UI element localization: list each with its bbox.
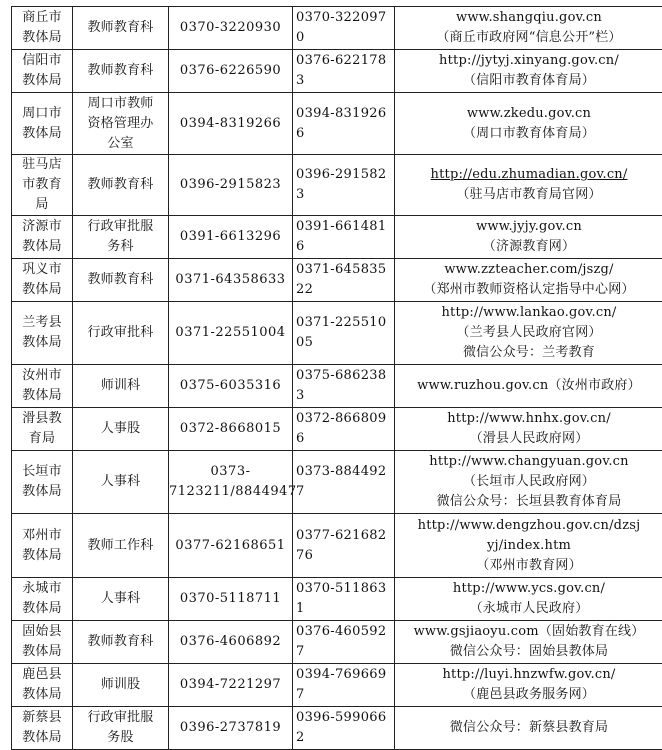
department-cell-text: 教师工作科	[73, 536, 168, 556]
phone-cell-text: 0376-6226590	[169, 61, 292, 81]
department-cell-text: 教师教育科	[73, 270, 168, 290]
agency-cell	[12, 451, 73, 514]
contact-line: （邓州市教育网）	[395, 556, 662, 576]
agency-cell-text: 商丘市教体局	[12, 8, 72, 48]
phone-cell	[169, 408, 293, 451]
phone-cell-text: 0371-22551004	[169, 323, 292, 343]
website-link[interactable]: http://jytyj.xinyang.gov.cn/	[395, 51, 662, 71]
phone-cell-text: 0375-6035316	[169, 376, 292, 396]
department-cell	[73, 578, 169, 621]
phone-cell	[169, 155, 293, 216]
website-link[interactable]: http://www.changyuan.gov.cn	[395, 452, 662, 472]
contact-line: （鹿邑县政务服务网）	[395, 685, 662, 705]
table-row	[12, 621, 662, 664]
contact-line: （郑州市教师资格认定指导中心网）	[395, 280, 662, 300]
agency-cell-text: 新蔡县教体局	[12, 708, 72, 748]
contact-line: （长垣市人民政府网）	[395, 472, 662, 492]
fax-cell-text: 0373-8844927	[296, 462, 391, 502]
department-cell	[73, 93, 169, 155]
department-cell	[73, 408, 169, 451]
website-link[interactable]: www.ruzhou.gov.cn（汝州市政府）	[395, 376, 662, 396]
contact-line: 微信公众号：固始县教体局	[395, 642, 662, 662]
contact-cell	[395, 621, 662, 664]
phone-cell-text: 0396-2737819	[169, 718, 292, 738]
phone-cell-text: 0376-4606892	[169, 632, 292, 652]
department-cell-text: 师训科	[73, 376, 168, 396]
table-row	[12, 216, 662, 259]
department-cell-text: 教师教育科	[73, 18, 168, 38]
department-cell-text: 人事科	[73, 589, 168, 609]
agency-cell-text: 济源市教体局	[12, 217, 72, 257]
fax-cell-text: 0371-64583522	[296, 260, 391, 300]
agency-cell	[12, 216, 73, 259]
website-link[interactable]: www.shangqiu.gov.cn	[395, 8, 662, 28]
agency-cell-text: 固始县教体局	[12, 622, 72, 662]
fax-cell	[293, 365, 395, 408]
agency-cell-text: 驻马店市教育局	[12, 155, 72, 215]
agency-cell	[12, 707, 73, 750]
agency-cell	[12, 514, 73, 578]
fax-cell	[293, 664, 395, 707]
department-cell-text: 周口市教师资格管理办公室	[73, 94, 168, 154]
phone-cell	[169, 365, 293, 408]
phone-cell-text: 0370-5118711	[169, 589, 292, 609]
phone-cell-text: 0394-8319266	[169, 114, 292, 134]
department-cell-text: 教师教育科	[73, 632, 168, 652]
website-link[interactable]: http://www.hnhx.gov.cn/	[395, 409, 662, 429]
department-cell	[73, 365, 169, 408]
agency-cell	[12, 259, 73, 302]
department-cell	[73, 451, 169, 514]
fax-cell	[293, 216, 395, 259]
agency-cell	[12, 664, 73, 707]
agency-cell-text: 长垣市教体局	[12, 462, 72, 502]
fax-cell-text: 0371-22551005	[296, 313, 391, 353]
fax-cell-text: 0396-2915823	[296, 165, 391, 205]
department-cell	[73, 664, 169, 707]
agency-cell-text: 滑县教育局	[12, 409, 72, 449]
table-row	[12, 514, 662, 578]
contact-line: （兰考县人民政府官网）	[395, 323, 662, 343]
contact-cell	[395, 408, 662, 451]
phone-cell	[169, 259, 293, 302]
phone-cell	[169, 578, 293, 621]
phone-cell-text: 0371-64358633	[169, 270, 292, 290]
fax-cell-text: 0375-6862383	[296, 366, 391, 406]
agency-cell-text: 永城市教体局	[12, 579, 72, 619]
fax-cell	[293, 7, 395, 50]
fax-cell	[293, 621, 395, 664]
fax-cell-text: 0394-7696697	[296, 665, 391, 705]
table-row	[12, 155, 662, 216]
fax-cell	[293, 514, 395, 578]
department-cell	[73, 216, 169, 259]
agency-cell	[12, 50, 73, 93]
contact-line: （周口市教育体育局）	[395, 124, 662, 144]
table-body	[12, 7, 662, 750]
phone-cell	[169, 514, 293, 578]
department-cell-text: 人事股	[73, 419, 168, 439]
contact-line: （永城市人民政府）	[395, 599, 662, 619]
table-row	[12, 7, 662, 50]
table-row	[12, 707, 662, 750]
agency-cell	[12, 155, 73, 216]
department-cell	[73, 514, 169, 578]
website-link[interactable]: http://luyi.hnzwfw.gov.cn/	[395, 665, 662, 685]
contact-line: （信阳市教育体育局）	[395, 71, 662, 91]
department-cell	[73, 707, 169, 750]
agency-cell-text: 汝州市教体局	[12, 366, 72, 406]
agency-cell-text: 周口市教体局	[12, 104, 72, 144]
fax-cell	[293, 50, 395, 93]
fax-cell	[293, 578, 395, 621]
contact-cell	[395, 578, 662, 621]
fax-cell-text: 0376-6221783	[296, 51, 391, 91]
fax-cell	[293, 408, 395, 451]
phone-cell-text: 0370-3220930	[169, 18, 292, 38]
website-link[interactable]: http://www.lankao.gov.cn/	[395, 303, 662, 323]
agency-cell	[12, 93, 73, 155]
department-cell-text: 行政审批服务股	[73, 708, 168, 748]
agency-cell-text: 鹿邑县教体局	[12, 665, 72, 705]
table-row	[12, 408, 662, 451]
phone-cell	[169, 50, 293, 93]
contact-cell	[395, 7, 662, 50]
contact-cell	[395, 216, 662, 259]
contact-cell	[395, 155, 662, 216]
agency-cell	[12, 578, 73, 621]
department-cell	[73, 7, 169, 50]
fax-cell-text: 0377-62168276	[296, 526, 391, 566]
fax-cell	[293, 93, 395, 155]
phone-cell	[169, 621, 293, 664]
contact-cell	[395, 451, 662, 514]
fax-cell	[293, 451, 395, 514]
contact-line: （驻马店市教育局官网）	[395, 185, 662, 205]
department-cell	[73, 621, 169, 664]
contact-cell	[395, 259, 662, 302]
fax-cell	[293, 155, 395, 216]
phone-cell	[169, 7, 293, 50]
contact-cell	[395, 50, 662, 93]
contact-cell	[395, 664, 662, 707]
fax-cell	[293, 259, 395, 302]
fax-cell-text: 0372-8668096	[296, 409, 391, 449]
contact-line: yj/index.htm	[395, 536, 662, 556]
agency-cell-text: 邓州市教体局	[12, 526, 72, 566]
phone-cell-text: 0373-7123211/8844947	[169, 462, 292, 502]
website-link[interactable]: http://www.ycs.gov.cn/	[395, 579, 662, 599]
phone-cell	[169, 707, 293, 750]
website-link[interactable]: www.zzteacher.com/jszg/	[395, 260, 662, 280]
agency-cell	[12, 408, 73, 451]
fax-cell-text: 0376-4605927	[296, 622, 391, 662]
phone-cell-text: 0391-6613296	[169, 227, 292, 247]
phone-cell	[169, 451, 293, 514]
contact-line: 微信公众号：长垣县教育体育局	[395, 492, 662, 512]
fax-cell	[293, 302, 395, 365]
phone-cell	[169, 664, 293, 707]
contact-line: （济源教育网）	[395, 237, 662, 257]
contact-line: 微信公众号：新蔡县教育局	[395, 718, 662, 738]
phone-cell-text: 0394-7221297	[169, 675, 292, 695]
department-cell-text: 行政审批服务科	[73, 217, 168, 257]
phone-cell	[169, 302, 293, 365]
phone-cell-text: 0396-2915823	[169, 175, 292, 195]
agency-cell-text: 兰考县教体局	[12, 313, 72, 353]
agency-cell	[12, 365, 73, 408]
department-cell	[73, 50, 169, 93]
website-link[interactable]: www.gsjiaoyu.com（固始教育在线）	[395, 622, 662, 642]
contact-cell	[395, 365, 662, 408]
agency-cell-text: 巩义市教体局	[12, 260, 72, 300]
department-cell-text: 教师教育科	[73, 61, 168, 81]
website-link[interactable]: http://www.dengzhou.gov.cn/dzsj	[395, 516, 662, 536]
table-row	[12, 664, 662, 707]
agency-cell	[12, 7, 73, 50]
website-link[interactable]: http://edu.zhumadian.gov.cn/	[395, 165, 662, 185]
phone-cell	[169, 216, 293, 259]
website-link[interactable]: www.zkedu.gov.cn	[395, 104, 662, 124]
contact-line: （滑县人民政府网）	[395, 429, 662, 449]
agency-cell	[12, 621, 73, 664]
contact-table	[11, 6, 662, 750]
table-row	[12, 578, 662, 621]
phone-cell-text: 0372-8668015	[169, 419, 292, 439]
contact-cell	[395, 302, 662, 365]
department-cell-text: 师训股	[73, 675, 168, 695]
department-cell	[73, 155, 169, 216]
contact-cell	[395, 514, 662, 578]
fax-cell-text: 0394-8319266	[296, 104, 391, 144]
table-row	[12, 93, 662, 155]
website-link[interactable]: www.jyjy.gov.cn	[395, 217, 662, 237]
agency-cell	[12, 302, 73, 365]
phone-cell-text: 0377-62168651	[169, 536, 292, 556]
contact-cell	[395, 707, 662, 750]
contact-cell	[395, 93, 662, 155]
department-cell	[73, 259, 169, 302]
contact-line: （商丘市政府网“信息公开”栏）	[395, 28, 662, 48]
table-row	[12, 50, 662, 93]
phone-cell	[169, 93, 293, 155]
agency-cell-text: 信阳市教体局	[12, 51, 72, 91]
fax-cell-text: 0391-6614816	[296, 217, 391, 257]
fax-cell	[293, 707, 395, 750]
table-row	[12, 451, 662, 514]
table-row	[12, 365, 662, 408]
fax-cell-text: 0370-3220970	[296, 8, 391, 48]
department-cell-text: 教师教育科	[73, 175, 168, 195]
table-row	[12, 302, 662, 365]
fax-cell-text: 0396-5990662	[296, 708, 391, 748]
table-row	[12, 259, 662, 302]
department-cell	[73, 302, 169, 365]
fax-cell-text: 0370-5118631	[296, 579, 391, 619]
department-cell-text: 人事科	[73, 472, 168, 492]
contact-line: 微信公众号：兰考教育	[395, 343, 662, 363]
department-cell-text: 行政审批科	[73, 323, 168, 343]
